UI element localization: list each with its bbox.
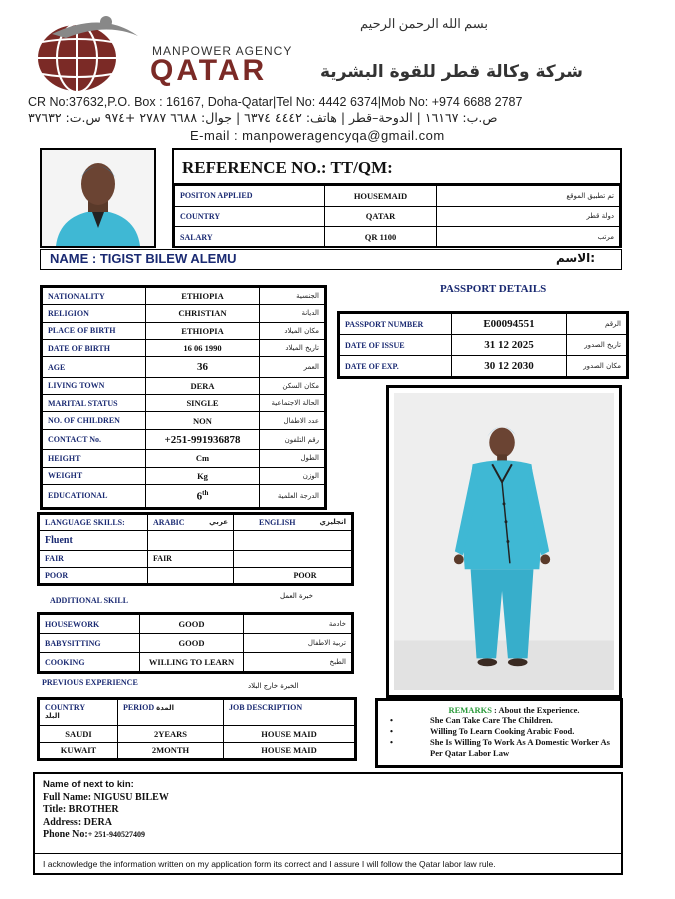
- table-row: [40, 700, 355, 726]
- housework-label-ar: خادمة: [244, 615, 352, 634]
- agency-name-en: MANPOWER AGENCY: [152, 44, 293, 58]
- fair-label: FAIR: [40, 551, 148, 567]
- table-row: [43, 357, 325, 377]
- personal-field-value: [146, 429, 260, 449]
- personal-field-label-ar: الدرجة العلمية: [260, 484, 325, 507]
- previous-experience-title: PREVIOUS EXPERIENCE: [42, 678, 138, 687]
- table-row: [40, 726, 355, 743]
- additional-skill-table: [37, 612, 354, 674]
- poor-english-value: POOR: [234, 567, 352, 583]
- applicant-full-length-photo: [386, 385, 622, 698]
- housework-value: GOOD: [140, 615, 244, 634]
- table-row: [43, 395, 325, 412]
- country-value: QATAR: [325, 206, 437, 227]
- arabic-label-ar: عربي: [209, 518, 228, 527]
- cooking-label: COOKING: [40, 653, 140, 672]
- expiry-date-value: 30 12 2030: [452, 356, 567, 377]
- experience-job: HOUSE MAID: [224, 726, 355, 743]
- fluent-arabic-cell: [148, 531, 234, 551]
- personal-field-value: [146, 305, 260, 322]
- list-item: • She Can Take Care The Children.: [384, 715, 614, 726]
- personal-field-label-ar: تاريخ الميلاد: [260, 339, 325, 356]
- table-row: [43, 467, 325, 484]
- arabic-label: ARABIC: [153, 518, 185, 528]
- agency-email: E-mail : manpoweragencyqa@gmail.com: [190, 128, 445, 143]
- fluent-english-cell: [234, 531, 352, 551]
- personal-field-label: WEIGHT: [43, 467, 146, 484]
- personal-field-value-text: ETHIOPIA: [181, 325, 224, 336]
- fair-arabic-value: FAIR: [148, 551, 234, 567]
- kin-full-name: Full Name: NIGUSU BILEW: [43, 791, 169, 803]
- personal-field-label-ar: العمر: [260, 357, 325, 377]
- personal-field-label: MARITAL STATUS: [43, 395, 146, 412]
- table-row: [340, 356, 627, 377]
- personal-field-value: [146, 357, 260, 377]
- personal-field-label-ar: مكان السكن: [260, 377, 325, 394]
- kin-phone-value: + 251-940527409: [87, 830, 145, 839]
- table-row: [40, 615, 352, 634]
- babysitting-value: GOOD: [140, 634, 244, 653]
- kin-relation: Title: BROTHER: [43, 804, 119, 815]
- country-column-header: [40, 700, 118, 726]
- expiry-date-label-ar: مكان الصدور: [567, 356, 627, 377]
- passport-details-title: PASSPORT DETAILS: [440, 283, 547, 295]
- table-row: [43, 377, 325, 394]
- remarks-panel: [375, 698, 623, 768]
- personal-field-label: RELIGION: [43, 305, 146, 322]
- remarks-intro: : About the Experience.: [491, 705, 580, 715]
- table-row: [40, 551, 352, 567]
- country-label: COUNTRY: [175, 206, 325, 227]
- personal-field-label: AGE: [43, 357, 146, 377]
- kin-title: Name of next to kin:: [43, 779, 134, 790]
- personal-details-table: [40, 285, 327, 510]
- next-of-kin-panel: [33, 772, 623, 875]
- job-description-header: JOB DESCRIPTION: [224, 700, 355, 726]
- babysitting-label-ar: تربية الاطفال: [244, 634, 352, 653]
- table-row: [43, 450, 325, 467]
- language-skills-label: LANGUAGE SKILLS:: [40, 515, 148, 531]
- personal-field-label-ar: الطول: [260, 450, 325, 467]
- table-row: [43, 484, 325, 507]
- reference-number-title: REFERENCE NO.: TT/QM:: [174, 150, 620, 185]
- personal-field-label-ar: الديانة: [260, 305, 325, 322]
- experience-job: HOUSE MAID: [224, 742, 355, 759]
- personal-field-label-ar: الوزن: [260, 467, 325, 484]
- personal-field-value: [146, 339, 260, 356]
- experience-country: SAUDI: [40, 726, 118, 743]
- personal-field-value-text: ETHIOPIA: [181, 291, 224, 302]
- table-row: [43, 305, 325, 322]
- additional-skill-title: ADDITIONAL SKILL: [50, 596, 129, 605]
- personal-field-label-ar: الحالة الاجتماعية: [260, 395, 325, 412]
- table-row: [40, 531, 352, 551]
- personal-field-value-text: 6: [196, 490, 203, 503]
- personal-field-value-text: SINGLE: [186, 398, 219, 409]
- experience-period: 2MONTH: [118, 742, 224, 759]
- kin-phone-label: Phone No:: [43, 829, 88, 840]
- kin-address: Address: DERA: [43, 816, 112, 828]
- country-label-ar: دولة قطر: [437, 206, 620, 227]
- housework-label: HOUSEWORK: [40, 615, 140, 634]
- personal-field-value-text: 36: [197, 361, 208, 374]
- poor-label: POOR: [40, 567, 148, 583]
- additional-skill-title-ar: خبرة العمل: [280, 592, 313, 600]
- personal-field-label: DATE OF BIRTH: [43, 339, 146, 356]
- cooking-value: WILLING TO LEARN: [140, 653, 244, 672]
- table-row: [340, 335, 627, 356]
- remarks-label: REMARKS: [448, 705, 492, 715]
- personal-field-label-ar: رقم التلفون: [260, 429, 325, 449]
- list-item: • She Is Willing To Work As A Domestic Worker As Per Qatar Labor Law: [384, 737, 614, 759]
- contact-line-en: CR No:37632,P.O. Box : 16167, Doha-Qatar|Tel No: 4442 6374|Mob No: +974 6688 2787: [28, 95, 523, 109]
- personal-field-value-text: Cm: [195, 453, 210, 464]
- contact-line-ar: ص.ب: ١٦١٦٧ | الدوحة–قطر | هاتف: ٤٤٤٢ ٦٣٧٤ | جوال: ٦٦٨٨ ٢٧٨٧ +٩٧٤ س.ت: ٣٧٦٣٢: [28, 110, 498, 125]
- agency-logo-globe-icon: [22, 14, 142, 100]
- english-label-ar: انجليزي: [319, 518, 346, 527]
- table-row: [40, 742, 355, 759]
- list-item: • Willing To Learn Cooking Arabic Food.: [384, 726, 614, 737]
- personal-field-label: CONTACT No.: [43, 429, 146, 449]
- table-row: [175, 186, 620, 207]
- fair-english-cell: [234, 551, 352, 567]
- personal-field-value: [146, 322, 260, 339]
- personal-field-value-text: 16 06 1990: [183, 343, 222, 354]
- bismillah-calligraphy: بسم الله الرحمن الرحيم: [360, 16, 489, 31]
- passport-number-label: PASSPORT NUMBER: [340, 314, 452, 335]
- personal-field-value: [146, 377, 260, 394]
- position-label: POSITON APPLIED: [175, 186, 325, 207]
- table-row: [340, 314, 627, 335]
- reference-panel: [172, 148, 622, 248]
- personal-field-value: [146, 395, 260, 412]
- acknowledgement-text: I acknowledge the information written on my application form its correct and I assure I will follow the Qatar labor law rule.: [43, 859, 496, 869]
- personal-field-value-text: +251-991936878: [164, 433, 241, 446]
- applicant-name-label-ar: الاسم:: [556, 251, 596, 265]
- personal-field-label: NATIONALITY: [43, 288, 146, 305]
- personal-field-label-ar: عدد الاطفال: [260, 412, 325, 429]
- english-label: ENGLISH: [259, 518, 296, 528]
- table-row: [43, 288, 325, 305]
- personal-field-value: [146, 450, 260, 467]
- issue-date-label-ar: تاريخ الصدور: [567, 335, 627, 356]
- period-header-ar: المدة: [156, 704, 175, 712]
- salary-value: QR 1100: [325, 227, 437, 248]
- personal-field-label-ar: الجنسية: [260, 288, 325, 305]
- agency-name-ar: شركة وكالة قطر للقوة البشرية: [320, 62, 583, 82]
- personal-field-label: LIVING TOWN: [43, 377, 146, 394]
- table-row: [43, 412, 325, 429]
- table-row: [40, 515, 352, 531]
- personal-field-value: [146, 412, 260, 429]
- arabic-column-header: [148, 515, 234, 531]
- personal-field-label: PLACE OF BIRTH: [43, 322, 146, 339]
- remarks-heading: [414, 705, 614, 715]
- experience-period: 2YEARS: [118, 726, 224, 743]
- personal-field-label: NO. OF CHILDREN: [43, 412, 146, 429]
- period-header-label: PERIOD: [123, 703, 155, 712]
- country-header-label: COUNTRY: [45, 703, 86, 712]
- period-column-header: [118, 700, 224, 726]
- salary-label-ar: مرتب: [437, 227, 620, 248]
- cooking-label-ar: الطبخ: [244, 653, 352, 672]
- table-row: [43, 339, 325, 356]
- remarks-list: [384, 715, 614, 759]
- position-label-ar: تم تطبيق الموقع: [437, 186, 620, 207]
- table-row: [40, 634, 352, 653]
- salary-label: SALARY: [175, 227, 325, 248]
- position-value: HOUSEMAID: [325, 186, 437, 207]
- table-row: [43, 322, 325, 339]
- poor-arabic-cell: [148, 567, 234, 583]
- personal-field-value-text: DERA: [190, 380, 215, 391]
- language-skills-table: [37, 512, 354, 586]
- personal-field-value: [146, 467, 260, 484]
- applicant-name: NAME : TIGIST BILEW ALEMU: [50, 251, 237, 266]
- personal-field-label: HEIGHT: [43, 450, 146, 467]
- personal-field-value: [146, 288, 260, 305]
- personal-field-value-text: Kg: [197, 470, 208, 481]
- previous-experience-table: [37, 697, 357, 761]
- expiry-date-label: DATE OF EXP.: [340, 356, 452, 377]
- experience-country: KUWAIT: [40, 742, 118, 759]
- agency-name-qatar: QATAR: [150, 54, 268, 87]
- personal-field-value-text: NON: [193, 415, 212, 426]
- previous-experience-title-ar: الخبرة خارج البلاد: [248, 682, 299, 690]
- personal-field-value-text: CHRISTIAN: [178, 308, 227, 319]
- table-row: [43, 429, 325, 449]
- passport-details-table: [337, 311, 629, 379]
- table-row: [175, 227, 620, 248]
- kin-phone: [43, 829, 613, 842]
- passport-number-value: E00094551: [452, 314, 567, 335]
- table-row: [40, 567, 352, 583]
- fluent-label: Fluent: [40, 531, 148, 551]
- table-row: [175, 206, 620, 227]
- personal-field-label-ar: مكان الميلاد: [260, 322, 325, 339]
- personal-field-value-sup: th: [202, 489, 209, 498]
- personal-field-value: [146, 484, 260, 507]
- country-header-ar: البلد: [45, 712, 60, 720]
- issue-date-value: 31 12 2025: [452, 335, 567, 356]
- applicant-portrait-photo: [40, 148, 156, 248]
- issue-date-label: DATE OF ISSUE: [340, 335, 452, 356]
- babysitting-label: BABYSITTING: [40, 634, 140, 653]
- table-row: [40, 653, 352, 672]
- passport-number-label-ar: الرقم: [567, 314, 627, 335]
- english-column-header: [234, 515, 352, 531]
- personal-field-label: EDUCATIONAL: [43, 484, 146, 507]
